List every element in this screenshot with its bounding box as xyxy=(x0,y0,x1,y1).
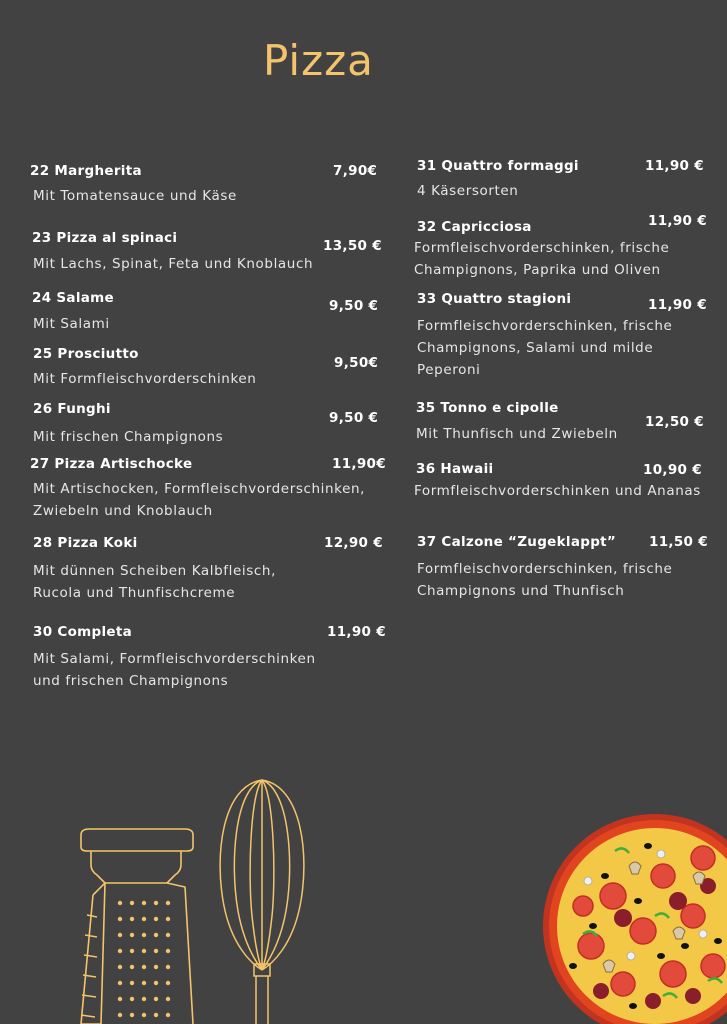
menu-item-price: 11,50 € xyxy=(649,534,708,550)
menu-item-name: 26 Funghi xyxy=(33,401,111,417)
description-line: Peperoni xyxy=(417,362,481,378)
menu-item-description: Mit Lachs, Spinat, Feta und Knoblauch xyxy=(33,256,314,272)
menu-item-price: 12,90 € xyxy=(324,535,383,551)
description-line: Mit Salami, Formfleischvorderschinken xyxy=(33,651,316,667)
menu-item-name: 30 Completa xyxy=(33,624,133,640)
menu-item-price: 11,90 € xyxy=(645,158,704,174)
menu-item-price: 11,90€ xyxy=(332,456,386,472)
page-title: Pizza xyxy=(263,36,374,85)
menu-item-description: Mit Formfleischvorderschinken xyxy=(33,371,257,387)
description-line: Champignons und Thunfisch xyxy=(417,583,625,599)
menu-item-description: Mit frischen Champignons xyxy=(33,429,224,445)
menu-item-price: 13,50 € xyxy=(323,238,382,254)
description-line: Zwiebeln und Knoblauch xyxy=(33,503,213,519)
menu-item-name: 36 Hawaii xyxy=(416,461,494,477)
menu-item-name: 23 Pizza al spinaci xyxy=(32,230,178,246)
menu-item-name: 35 Tonno e cipolle xyxy=(416,400,559,416)
menu-item-description xyxy=(33,560,276,604)
description-line: Formfleischvorderschinken, frische xyxy=(417,318,673,334)
menu-item-name: 27 Pizza Artischocke xyxy=(30,456,193,472)
description-line: Rucola und Thunfischcreme xyxy=(33,585,236,601)
menu-item-price: 9,50€ xyxy=(334,355,379,371)
menu-item-description: Formfleischvorderschinken und Ananas xyxy=(414,483,701,499)
menu-item-description xyxy=(33,648,316,692)
menu-item-price: 10,90 € xyxy=(643,462,702,478)
description-line: Formfleischvorderschinken, frische xyxy=(414,240,670,256)
menu-item-description: Mit Tomatensauce und Käse xyxy=(33,188,237,204)
description-line: Champignons, Salami und milde xyxy=(417,340,654,356)
menu-item-description: 4 Käsersorten xyxy=(417,183,519,199)
whisk-icon xyxy=(212,776,312,1024)
description-line: und frischen Champignons xyxy=(33,673,229,689)
description-line: Mit Artischocken, Formfleischvorderschinken, xyxy=(33,481,366,497)
pizza-icon xyxy=(543,806,727,1024)
menu-item-price: 11,90 € xyxy=(648,213,707,229)
menu-item-name: 31 Quattro formaggi xyxy=(417,158,579,174)
menu-item-price: 7,90€ xyxy=(333,163,378,179)
menu-item-name: 37 Calzone “Zugeklappt” xyxy=(417,534,617,550)
menu-item-description: Mit Salami xyxy=(33,316,110,332)
menu-item-name: 24 Salame xyxy=(32,290,114,306)
menu-item-description xyxy=(414,237,669,281)
menu-item-price: 12,50 € xyxy=(645,414,704,430)
grater-icon xyxy=(75,825,205,1024)
menu-item-description xyxy=(417,558,672,602)
menu-item-name: 33 Quattro stagioni xyxy=(417,291,572,307)
menu-item-description xyxy=(33,478,365,522)
menu-item-name: 25 Prosciutto xyxy=(33,346,139,362)
menu-item-price: 9,50 € xyxy=(329,298,379,314)
description-line: Mit dünnen Scheiben Kalbfleisch, xyxy=(33,563,276,579)
menu-item-description: Mit Thunfisch und Zwiebeln xyxy=(416,426,618,442)
menu-item-description xyxy=(417,315,672,381)
menu-item-price: 11,90 € xyxy=(648,297,707,313)
menu-item-name: 22 Margherita xyxy=(30,163,142,179)
menu-item-name: 28 Pizza Koki xyxy=(33,535,138,551)
menu-item-price: 9,50 € xyxy=(329,410,379,426)
description-line: Champignons, Paprika und Oliven xyxy=(414,262,661,278)
description-line: Formfleischvorderschinken, frische xyxy=(417,561,673,577)
menu-item-name: 32 Capricciosa xyxy=(417,219,532,235)
menu-item-price: 11,90 € xyxy=(327,624,386,640)
